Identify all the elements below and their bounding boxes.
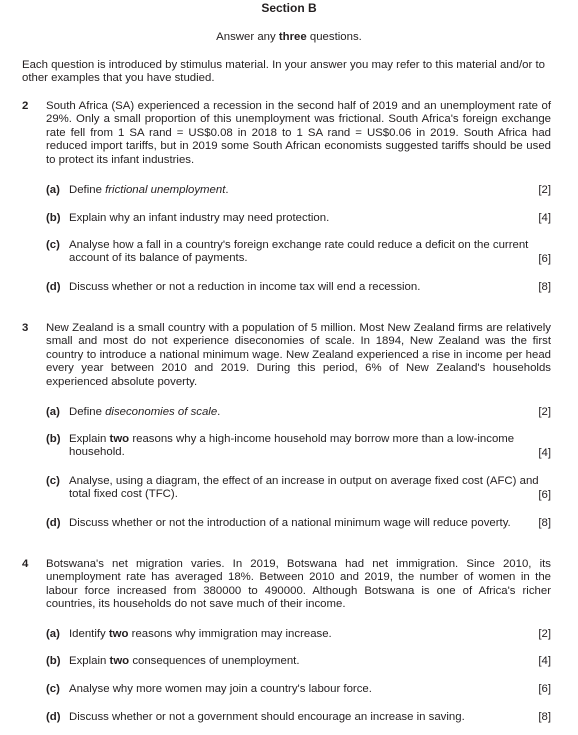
part-text <box>69 628 539 641</box>
question-number: 2 <box>22 100 29 112</box>
part-marks: [6] <box>538 253 551 265</box>
instruction-pre: Answer any <box>216 31 279 43</box>
intro-text: Each question is introduced by stimulus material. In your answer you may refer to this material and/or to other examples that you have studied. <box>22 59 545 85</box>
part-label: (b) <box>46 433 61 445</box>
part-label: (b) <box>46 212 61 224</box>
part-label: (a) <box>46 628 60 640</box>
part-text: Analyse, using a diagram, the effect of an increase in output on average fixed cost (AFC) and total fixed cost (TFC). <box>69 475 539 501</box>
part-text-post: consequences of unemployment. <box>129 655 300 667</box>
part-text: Explain why an infant industry may need protection. <box>69 212 330 224</box>
question-number: 3 <box>22 322 29 334</box>
section-title: Section B <box>261 1 317 15</box>
part-label: (b) <box>46 655 61 667</box>
part-text-pre: Identify <box>69 628 109 640</box>
question-number: 4 <box>22 558 29 570</box>
part-text <box>69 433 551 460</box>
part-text-post: reasons why immigration may increase. <box>128 628 332 640</box>
part-text-pre: Explain <box>69 655 110 667</box>
part-marks: [4] <box>538 212 551 224</box>
question-stem: New Zealand is a small country with a population of 5 million. Most New Zealand firms are relatively small and most do not experience diseconomies of scale. In 1894, New Zealand was the first country to introduce a national minimum wage. New Zealand experienced a rise in income per head every year between 2010 and 2019. During this period, 6% of New Zealand's households experienced absolute poverty. <box>46 322 551 388</box>
part-text-post: . <box>225 184 229 196</box>
part-text-pre: Define <box>69 184 106 196</box>
part-text-post: reasons why a high-income household may borrow more than a low-income household. <box>69 433 515 459</box>
part-marks: [2] <box>538 184 551 196</box>
part-label: (d) <box>46 711 61 723</box>
part-label: (c) <box>46 475 60 487</box>
instruction-post: questions. <box>306 31 362 43</box>
part-text <box>69 406 539 419</box>
part-label: (a) <box>46 406 60 418</box>
question-stem: South Africa (SA) experienced a recession in the second half of 2019 and an unemployment rate of 29%. Only a small proportion of this unemployment was frictional. South Africa's foreign exchange rate fell from 1 SA rand = US$0.08 in 2018 to 1 SA rand = US$0.06 in 2019. South Africa had reduced import tariffs, but in 2019 some South African economists suggested tariffs should be used to protect its infant industries. <box>46 100 551 166</box>
instruction <box>0 31 578 44</box>
part-label: (c) <box>46 683 60 695</box>
part-term: diseconomies of scale <box>105 406 218 418</box>
part-marks: [6] <box>538 489 551 501</box>
part-marks: [4] <box>538 447 551 459</box>
part-marks: [2] <box>538 406 551 418</box>
part-marks: [8] <box>538 281 551 293</box>
part-marks: [4] <box>538 655 551 667</box>
part-emphasis: two <box>109 655 130 667</box>
part-text <box>69 184 539 197</box>
part-marks: [2] <box>538 628 551 640</box>
part-text: Analyse how a fall in a country's foreign exchange rate could reduce a deficit on the current account of its balance of payments. <box>69 239 529 265</box>
question-stem: Botswana's net migration varies. In 2019, Botswana had net immigration. Since 2010, its unemployment rate has averaged 18%. Between 2010 and 2019, the number of women in the labour force increased from 380000 to 490000. Although Botswana is one of Africa's richer countries, its households do not save much of their income. <box>46 558 551 611</box>
part-text: Discuss whether or not a reduction in income tax will end a recession. <box>69 281 421 293</box>
part-text <box>69 655 539 668</box>
part-text-pre: Explain <box>69 433 110 445</box>
part-text: Analyse why more women may join a country's labour force. <box>69 683 372 695</box>
part-marks: [6] <box>538 683 551 695</box>
part-marks: [8] <box>538 711 551 723</box>
part-text: Discuss whether or not the introduction of a national minimum wage will reduce poverty. <box>69 517 511 529</box>
part-emphasis: two <box>108 628 129 640</box>
part-label: (a) <box>46 184 60 196</box>
part-text-post: . <box>217 406 221 418</box>
part-label: (d) <box>46 281 61 293</box>
part-text: Discuss whether or not a government should encourage an increase in saving. <box>69 711 465 723</box>
part-label: (d) <box>46 517 61 529</box>
part-text-pre: Define <box>69 406 106 418</box>
part-term: frictional unemployment <box>105 184 226 196</box>
instruction-emphasis: three <box>278 31 307 43</box>
part-marks: [8] <box>538 517 551 529</box>
part-emphasis: two <box>109 433 130 445</box>
part-label: (c) <box>46 239 60 251</box>
